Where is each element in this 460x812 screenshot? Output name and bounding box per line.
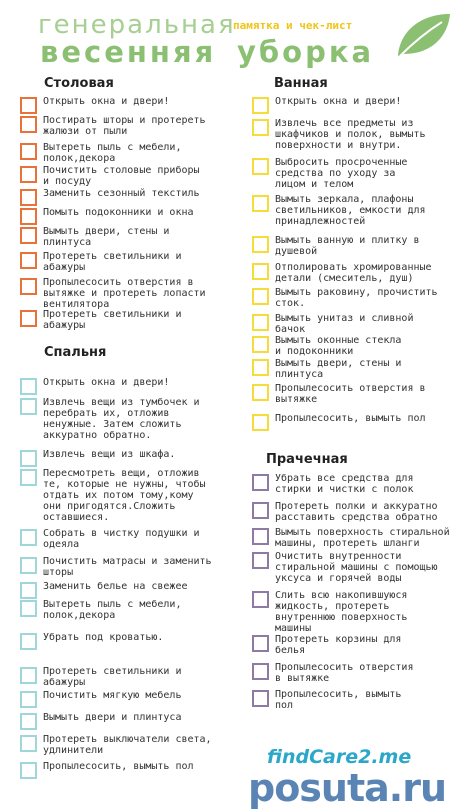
checklist-item-line: светильников, емкости для — [275, 205, 426, 216]
checklist-item-line: вентилятора — [43, 299, 110, 310]
checklist-item-label — [275, 96, 401, 107]
checklist-item — [20, 761, 225, 779]
checklist-item-line: вытяжке — [275, 394, 318, 405]
checklist-item-line: Извлечь вещи из тумбочек и — [43, 397, 200, 408]
checkbox[interactable] — [20, 762, 37, 779]
checklist-item-line: расставить средства обратно — [275, 512, 438, 523]
checkbox[interactable] — [252, 195, 269, 212]
checklist-item — [20, 666, 225, 688]
checklist-item-line: Очистить внутренности — [275, 551, 402, 562]
checklist-item-line: полок,декора — [43, 610, 116, 621]
checklist-item — [252, 551, 457, 584]
checklist-item-label — [275, 590, 407, 634]
checklist-item — [252, 157, 457, 190]
title-line-1: генеральная — [38, 10, 236, 40]
checklist-item-line: Извлечь вещи из шкафа. — [43, 449, 176, 460]
checklist-item — [252, 262, 457, 284]
checklist-item-line: внутреннюю поверхность — [275, 612, 408, 623]
checkbox[interactable] — [252, 591, 269, 608]
checklist-item-line: и посуду — [43, 176, 92, 187]
checklist-item-line: Почистить матрасы и заменить — [43, 556, 212, 567]
checklist-item-line: Открыть окна и двери! — [275, 96, 402, 107]
checklist-item-line: машины — [275, 623, 312, 634]
checkbox[interactable] — [20, 633, 37, 650]
checklist-item-line: они пригодятся.Сложить — [43, 501, 176, 512]
checklist-item-label — [275, 634, 401, 656]
checkbox[interactable] — [252, 384, 269, 401]
checkbox[interactable] — [252, 359, 269, 376]
checklist-item — [20, 581, 225, 599]
checklist-item-label — [275, 287, 438, 309]
checkbox[interactable] — [252, 158, 269, 175]
checkbox[interactable] — [252, 690, 269, 707]
checklist-item-line: Пропылесосить, вымыть — [275, 689, 402, 700]
checklist-item-label — [43, 207, 194, 218]
checkbox[interactable] — [20, 529, 37, 546]
checkbox[interactable] — [252, 502, 269, 519]
checklist-item-line: Убрать под кроватью. — [43, 632, 164, 643]
checklist-item-label — [43, 556, 212, 578]
checklist-item-line: стиральной машины с помощью — [275, 562, 438, 573]
checklist-item-label — [43, 309, 181, 331]
checklist-item-line: Вымыть ванную и плитку в — [275, 235, 420, 246]
checklist-item-label — [275, 313, 413, 335]
checklist-item — [252, 473, 457, 495]
checklist-item-line: Постирать шторы и протереть — [43, 115, 206, 126]
checklist-item — [252, 590, 457, 634]
checklist-item-label — [43, 115, 206, 137]
checklist-item-line: оставшиеся. — [43, 512, 110, 523]
checklist-item-line: Убрать все средства для — [275, 473, 414, 484]
checklist-item — [252, 194, 457, 227]
checkbox[interactable] — [20, 735, 37, 752]
checklist-item-label — [275, 662, 413, 684]
checklist-item-label — [43, 581, 188, 592]
checklist-item-label — [43, 277, 206, 310]
checklist-item-label — [43, 528, 200, 550]
checkbox[interactable] — [20, 557, 37, 574]
checklist-item-line: бачок — [275, 324, 306, 335]
checklist-item — [20, 556, 225, 578]
checklist-item — [20, 734, 225, 756]
checklist-item — [20, 690, 225, 708]
checklist-item-line: шкафчиков и полок, вымыть — [275, 129, 426, 140]
checklist-item — [252, 501, 457, 523]
checklist-item-label — [43, 712, 181, 723]
checkbox[interactable] — [20, 713, 37, 730]
checklist-item-label — [43, 142, 181, 164]
checklist-item — [252, 662, 457, 684]
checklist-item-line: полок,декора — [43, 153, 116, 164]
checklist-item-line: Помыть подоконники и окна — [43, 207, 194, 218]
checklist-item-line: Протереть светильники и — [43, 309, 182, 320]
checklist-item-line: абажуры — [43, 320, 86, 331]
checklist-item-line: стирки и чистки с полок — [275, 484, 414, 495]
checklist-item-line: Слить всю накопившуюся — [275, 590, 408, 601]
checklist-item-label — [43, 690, 181, 701]
checklist-item-label — [43, 251, 181, 273]
checkbox[interactable] — [252, 236, 269, 253]
checkbox[interactable] — [20, 252, 37, 269]
checklist-item — [20, 397, 225, 441]
checkbox[interactable] — [20, 310, 37, 327]
checklist-item-line: те, которые не нужны, чтобы — [43, 479, 206, 490]
checklist-item-line: вытяжке и протереть лопасти — [43, 288, 206, 299]
checkbox[interactable] — [20, 398, 37, 415]
checkbox[interactable] — [252, 97, 269, 114]
checklist-item-line: удлинители — [43, 745, 104, 756]
checkbox[interactable] — [252, 528, 269, 545]
checklist-item-line: абажуры — [43, 262, 86, 273]
checklist-item-line: в вытяжке — [275, 673, 330, 684]
checkbox[interactable] — [20, 189, 37, 206]
checkbox[interactable] — [20, 208, 37, 225]
checklist-item-line: шторы — [43, 567, 74, 578]
checklist-item-line: Вымыть поверхность стиральной — [275, 527, 450, 538]
checklist-item — [20, 528, 225, 550]
checklist-item-line: жалюзи от пыли — [43, 126, 128, 137]
checklist-item-line: Открыть окна и двери! — [43, 96, 170, 107]
checklist-item-line: Открыть окна и двери! — [43, 377, 170, 388]
checkbox[interactable] — [20, 667, 37, 684]
checklist-item-label — [43, 632, 163, 643]
checklist-item-line: Пропылесосить, вымыть пол — [275, 413, 426, 424]
checklist-item-line: душевой — [275, 246, 318, 257]
checklist-item-label — [43, 734, 212, 756]
checklist-item-label — [275, 194, 426, 227]
checklist-item — [252, 235, 457, 257]
checklist-item-line: жидкость, протереть — [275, 601, 390, 612]
checklist-item-label — [275, 473, 413, 495]
checklist-item-line: Протереть корзины для — [275, 634, 402, 645]
checklist-item — [252, 118, 457, 151]
checklist-item-label — [43, 666, 181, 688]
section-title-bedroom: Спальня — [44, 345, 107, 360]
checklist-item-label — [275, 527, 450, 549]
checkbox[interactable] — [20, 469, 37, 486]
checklist-item-line: уксуса и горячей воды — [275, 573, 402, 584]
checkbox[interactable] — [20, 378, 37, 395]
checklist-item-label — [43, 96, 169, 107]
checklist-item — [20, 165, 225, 187]
checklist-item-line: Пропылесосить отверстия в — [275, 383, 426, 394]
checklist-item-line: Вымыть унитаз и сливной — [275, 313, 414, 324]
checklist-item-line: и подоконники — [275, 346, 354, 357]
section-title-laundry: Прачечная — [266, 452, 348, 467]
checklist-item-line: Пропылесосить отверстия в — [43, 277, 194, 288]
checkbox[interactable] — [252, 336, 269, 353]
checklist-item — [252, 527, 457, 549]
checklist-item-label — [275, 501, 438, 523]
checklist-item-label — [275, 235, 420, 257]
checkbox[interactable] — [252, 314, 269, 331]
checkbox[interactable] — [252, 474, 269, 491]
checklist-item-label — [43, 761, 194, 772]
checklist-item-label — [275, 157, 407, 190]
checklist-item-line: Вымыть двери, стены и — [43, 226, 170, 237]
checklist-item — [20, 712, 225, 730]
checklist-item-label — [43, 468, 206, 523]
checklist-item — [252, 383, 457, 405]
checkbox[interactable] — [20, 227, 37, 244]
checklist-item-line: Почистить мягкую мебель — [43, 690, 182, 701]
checkbox[interactable] — [20, 97, 37, 114]
checklist-item-line: Вымыть раковину, прочистить — [275, 287, 438, 298]
checklist-item-line: лицом и телом — [275, 179, 354, 190]
checklist-item-line: средства по уходу за — [275, 168, 396, 179]
checklist-item-line: Протереть светильники и — [43, 666, 182, 677]
checklist-item-line: Вымыть двери и плинтуса — [43, 712, 182, 723]
checklist-item — [20, 207, 225, 225]
checkbox[interactable] — [252, 263, 269, 280]
checkbox[interactable] — [252, 119, 269, 136]
checklist-item-line: Извлечь все предметы из — [275, 118, 414, 129]
checklist-item-line: Вымыть зеркала, плафоны — [275, 194, 414, 205]
checklist-item — [20, 449, 225, 467]
checkbox[interactable] — [20, 450, 37, 467]
checkbox[interactable] — [20, 278, 37, 295]
checklist-item-label — [275, 262, 432, 284]
checklist-item-label — [275, 118, 426, 151]
title-line-2b: уборка — [237, 35, 375, 69]
checklist-item-label — [43, 226, 169, 248]
checklist-item-line: принадлежностей — [275, 216, 366, 227]
checklist-item-label — [43, 188, 200, 199]
checklist-item-line: Вытереть пыль с мебели, — [43, 142, 182, 153]
checklist-item-line: Вымыть оконные стекла — [275, 335, 402, 346]
checklist-item — [252, 358, 457, 380]
watermark-logo: posuta.ru — [248, 766, 447, 810]
checklist-item-line: пол — [275, 700, 294, 711]
checklist-item-label — [275, 689, 401, 711]
checklist-item — [252, 413, 457, 431]
checklist-item-line: Протереть выключатели света, — [43, 734, 212, 745]
checkbox[interactable] — [252, 288, 269, 305]
checkbox[interactable] — [20, 116, 37, 133]
checklist-item-label — [275, 551, 438, 584]
checklist-item-line: одеяла — [43, 539, 80, 550]
leaf-icon — [392, 10, 454, 60]
checklist-item-line: перебрать их, отложив — [43, 408, 170, 419]
checklist-item-line: Пропылесосить, вымыть пол — [43, 761, 194, 772]
checklist-item-line: Пересмотреть вещи, отложив — [43, 468, 200, 479]
checklist-item — [20, 142, 225, 164]
checklist-item-line: отдать их потом тому,кому — [43, 490, 194, 501]
checklist-item-line: плинтуса — [43, 237, 92, 248]
checklist-item — [252, 689, 457, 711]
checklist-item-label — [43, 377, 169, 388]
checklist-item-label — [275, 413, 426, 424]
checklist-item — [20, 226, 225, 248]
checkbox[interactable] — [252, 663, 269, 680]
checklist-item — [252, 335, 457, 357]
checklist-item — [20, 96, 225, 114]
checklist-item-line: машины, протереть шланги — [275, 538, 420, 549]
checklist-item — [20, 377, 225, 395]
checklist-item — [20, 309, 225, 331]
checklist-item-line: Протереть светильники и — [43, 251, 182, 262]
checklist-item-label — [275, 383, 426, 405]
checklist-item — [20, 115, 225, 137]
checkbox[interactable] — [20, 600, 37, 617]
brand-logo: findCare2.me — [267, 746, 412, 768]
checklist-item-label — [275, 335, 401, 357]
checklist-item — [20, 632, 225, 650]
checklist-item — [20, 468, 225, 523]
checklist-item-line: Отполировать хромированные — [275, 262, 432, 273]
checklist-item-line: ненужные. Затем сложить — [43, 419, 182, 430]
checkbox[interactable] — [252, 635, 269, 652]
section-title-dining: Столовая — [44, 76, 114, 91]
checklist-item — [252, 96, 457, 114]
checklist-item-line: детали (смеситель, душ) — [275, 273, 414, 284]
checklist-item-line: Вымыть двери, стены и — [275, 358, 402, 369]
checklist-item-line: Выбросить просроченные — [275, 157, 408, 168]
checklist-item-label — [43, 599, 181, 621]
checklist-item-label — [43, 397, 200, 441]
checklist-item-line: Заменить сезонный текстиль — [43, 188, 200, 199]
checklist-item-line: поверхности и внутри. — [275, 140, 402, 151]
checklist-item-line: белья — [275, 645, 306, 656]
checklist-item — [20, 277, 225, 310]
checkbox[interactable] — [20, 691, 37, 708]
checkbox[interactable] — [20, 582, 37, 599]
checkbox[interactable] — [252, 414, 269, 431]
subtitle: памятка и чек-лист — [233, 19, 353, 32]
checklist-item-line: Вытереть пыль с мебели, — [43, 599, 182, 610]
checklist-item-line: Почистить столовые приборы — [43, 165, 200, 176]
checklist-item-label — [275, 358, 401, 380]
checklist-item-line: абажуры — [43, 677, 86, 688]
checklist-item-line: Заменить белье на свежее — [43, 581, 188, 592]
checklist-item-line: Протереть полки и аккуратно — [275, 501, 438, 512]
checklist-item-line: Собрать в чистку подушки и — [43, 528, 200, 539]
checklist-item — [252, 313, 457, 335]
checklist-item-label — [43, 449, 175, 460]
title-line-2a: весенняя — [40, 35, 217, 69]
checklist-item-line: плинтуса — [275, 369, 324, 380]
checkbox[interactable] — [20, 143, 37, 160]
checklist-item-line: аккуратно обратно. — [43, 430, 152, 441]
checklist-item-line: Пропылесосить отверстия — [275, 662, 414, 673]
checkbox[interactable] — [252, 552, 269, 569]
checkbox[interactable] — [20, 166, 37, 183]
checklist-item — [252, 287, 457, 309]
checklist-item — [20, 251, 225, 273]
checklist-item-label — [43, 165, 200, 187]
checklist-item — [252, 634, 457, 656]
checklist-item — [20, 599, 225, 621]
section-title-bathroom: Ванная — [274, 76, 328, 91]
checklist-item — [20, 188, 225, 206]
checklist-item-line: сток. — [275, 298, 306, 309]
